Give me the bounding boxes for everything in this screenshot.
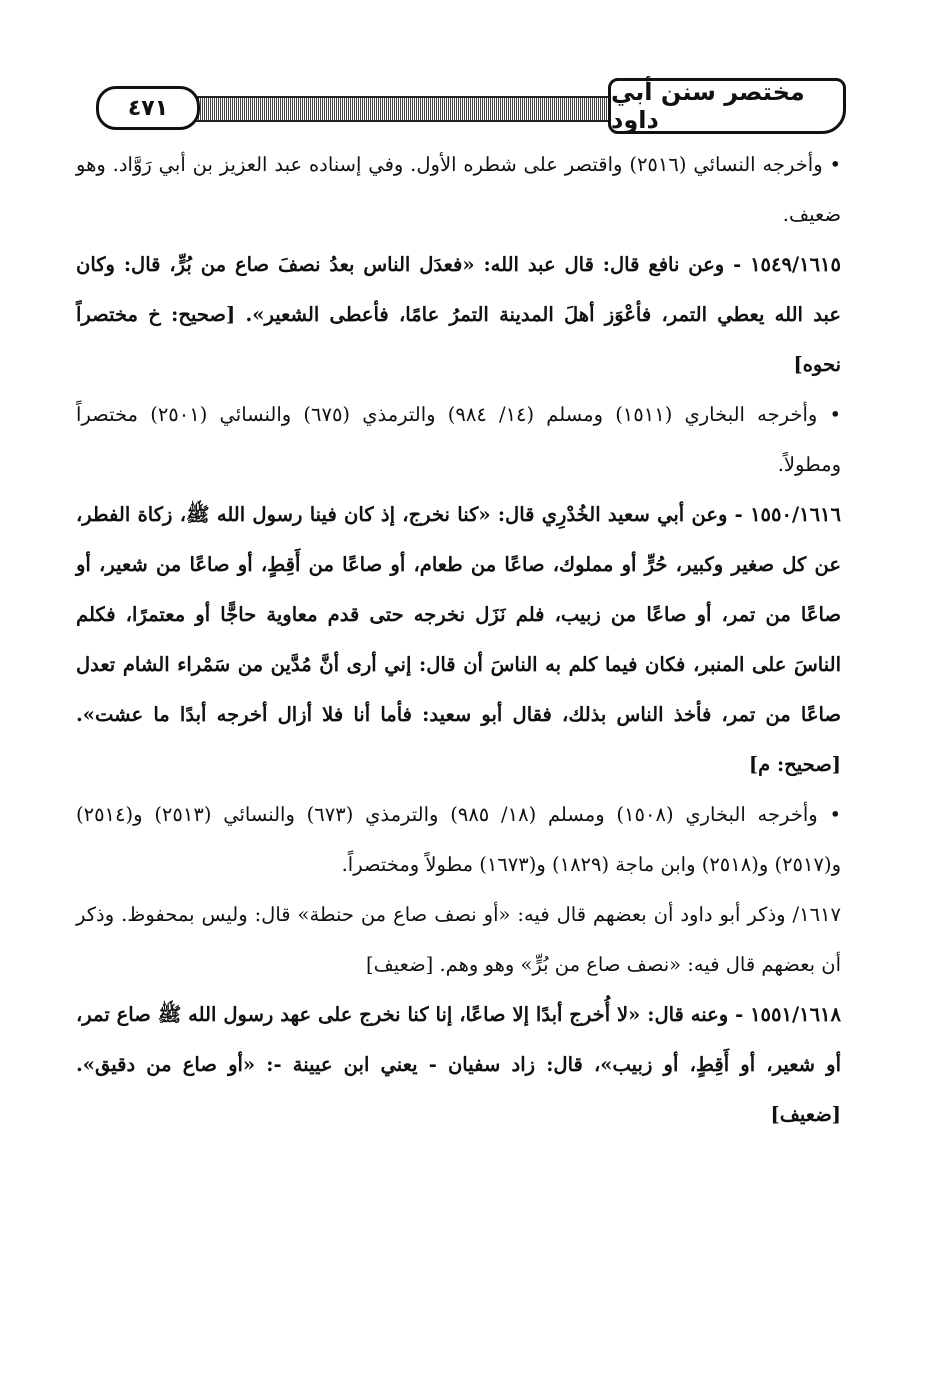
takhrij-paragraph: • وأخرجه البخاري (١٥١١) ومسلم (١٤/ ٩٨٤) والترمذي (٦٧٥) والنسائي (٢٥٠١) مختصراً ومطولاً. bbox=[76, 403, 841, 476]
book-title: مختصر سنن أبي داود bbox=[608, 78, 846, 134]
hadith-paragraph: ١٥٤٩/١٦١٥ - وعن نافع قال: قال عبد الله: «فعدَل الناس بعدُ نصفَ صاع من بُرٍّ، قال: وكان عبد الله يعطي التمر، فأعْوَز أهلَ المدينة التمرُ عامًا، فأعطى الشعير». [صحيح: خ مختصراً نحوه] bbox=[76, 253, 841, 376]
page-number: ٤٧١ bbox=[96, 86, 200, 130]
note-paragraph: ١٦١٧/ وذكر أبو داود أن بعضهم قال فيه: «أو نصف صاع من حنطة» قال: وليس بمحفوظ. وذكر أن بعضهم قال فيه: «نصف صاع من بُرٍّ» وهو وهم. [ضعيف] bbox=[76, 903, 841, 976]
takhrij-paragraph: • وأخرجه البخاري (١٥٠٨) ومسلم (١٨/ ٩٨٥) والترمذي (٦٧٣) والنسائي (٢٥١٣) و(٢٥١٤) و(٢٥١٧) و(٢٥١٨) وابن ماجة (١٨٢٩) و(١٦٧٣) مطولاً ومختصراً. bbox=[76, 803, 841, 876]
hadith-paragraph: ١٥٥١/١٦١٨ - وعنه قال: «لا أُخرج أبدًا إلا صاعًا، إنا كنا نخرج على عهد رسول الله ﷺ صاع تمر، أو شعير، أو أَقِطٍ، أو زبيب»، قال: زاد سفيان - يعني ابن عيينة -: «أو صاع من دقيق». [ضعيف] bbox=[76, 1003, 841, 1126]
takhrij-paragraph: • وأخرجه النسائي (٢٥١٦) واقتصر على شطره الأول. وفي إسناده عبد العزيز بن أبي رَوَّاد. وهو ضعيف. bbox=[76, 153, 841, 226]
page-body bbox=[76, 140, 841, 1140]
hadith-paragraph: ١٥٥٠/١٦١٦ - وعن أبي سعيد الخُدْرِي قال: «كنا نخرج، إذ كان فينا رسول الله ﷺ، زكاة الفطر، عن كل صغير وكبير، حُرٍّ أو مملوك، صاعًا من طعام، أو صاعًا من أَقِطٍ، أو صاعًا من شعير، أو صاعًا من تمر، أو صاعًا من زبيب، فلم نَزَل نخرجه حتى قدم معاوية حاجًّا أو معتمرًا، فكلم الناسَ على المنبر، فكان فيما كلم به الناسَ أن قال: إني أرى أنَّ مُدَّين من سَمْراء الشام تعدل صاعًا من تمر، فأخذ الناس بذلك، فقال أبو سعيد: فأما أنا فلا أزال أخرجه أبدًا ما عشت». [صحيح: م] bbox=[76, 503, 841, 776]
header-rule bbox=[162, 96, 616, 122]
page-header bbox=[76, 78, 846, 136]
